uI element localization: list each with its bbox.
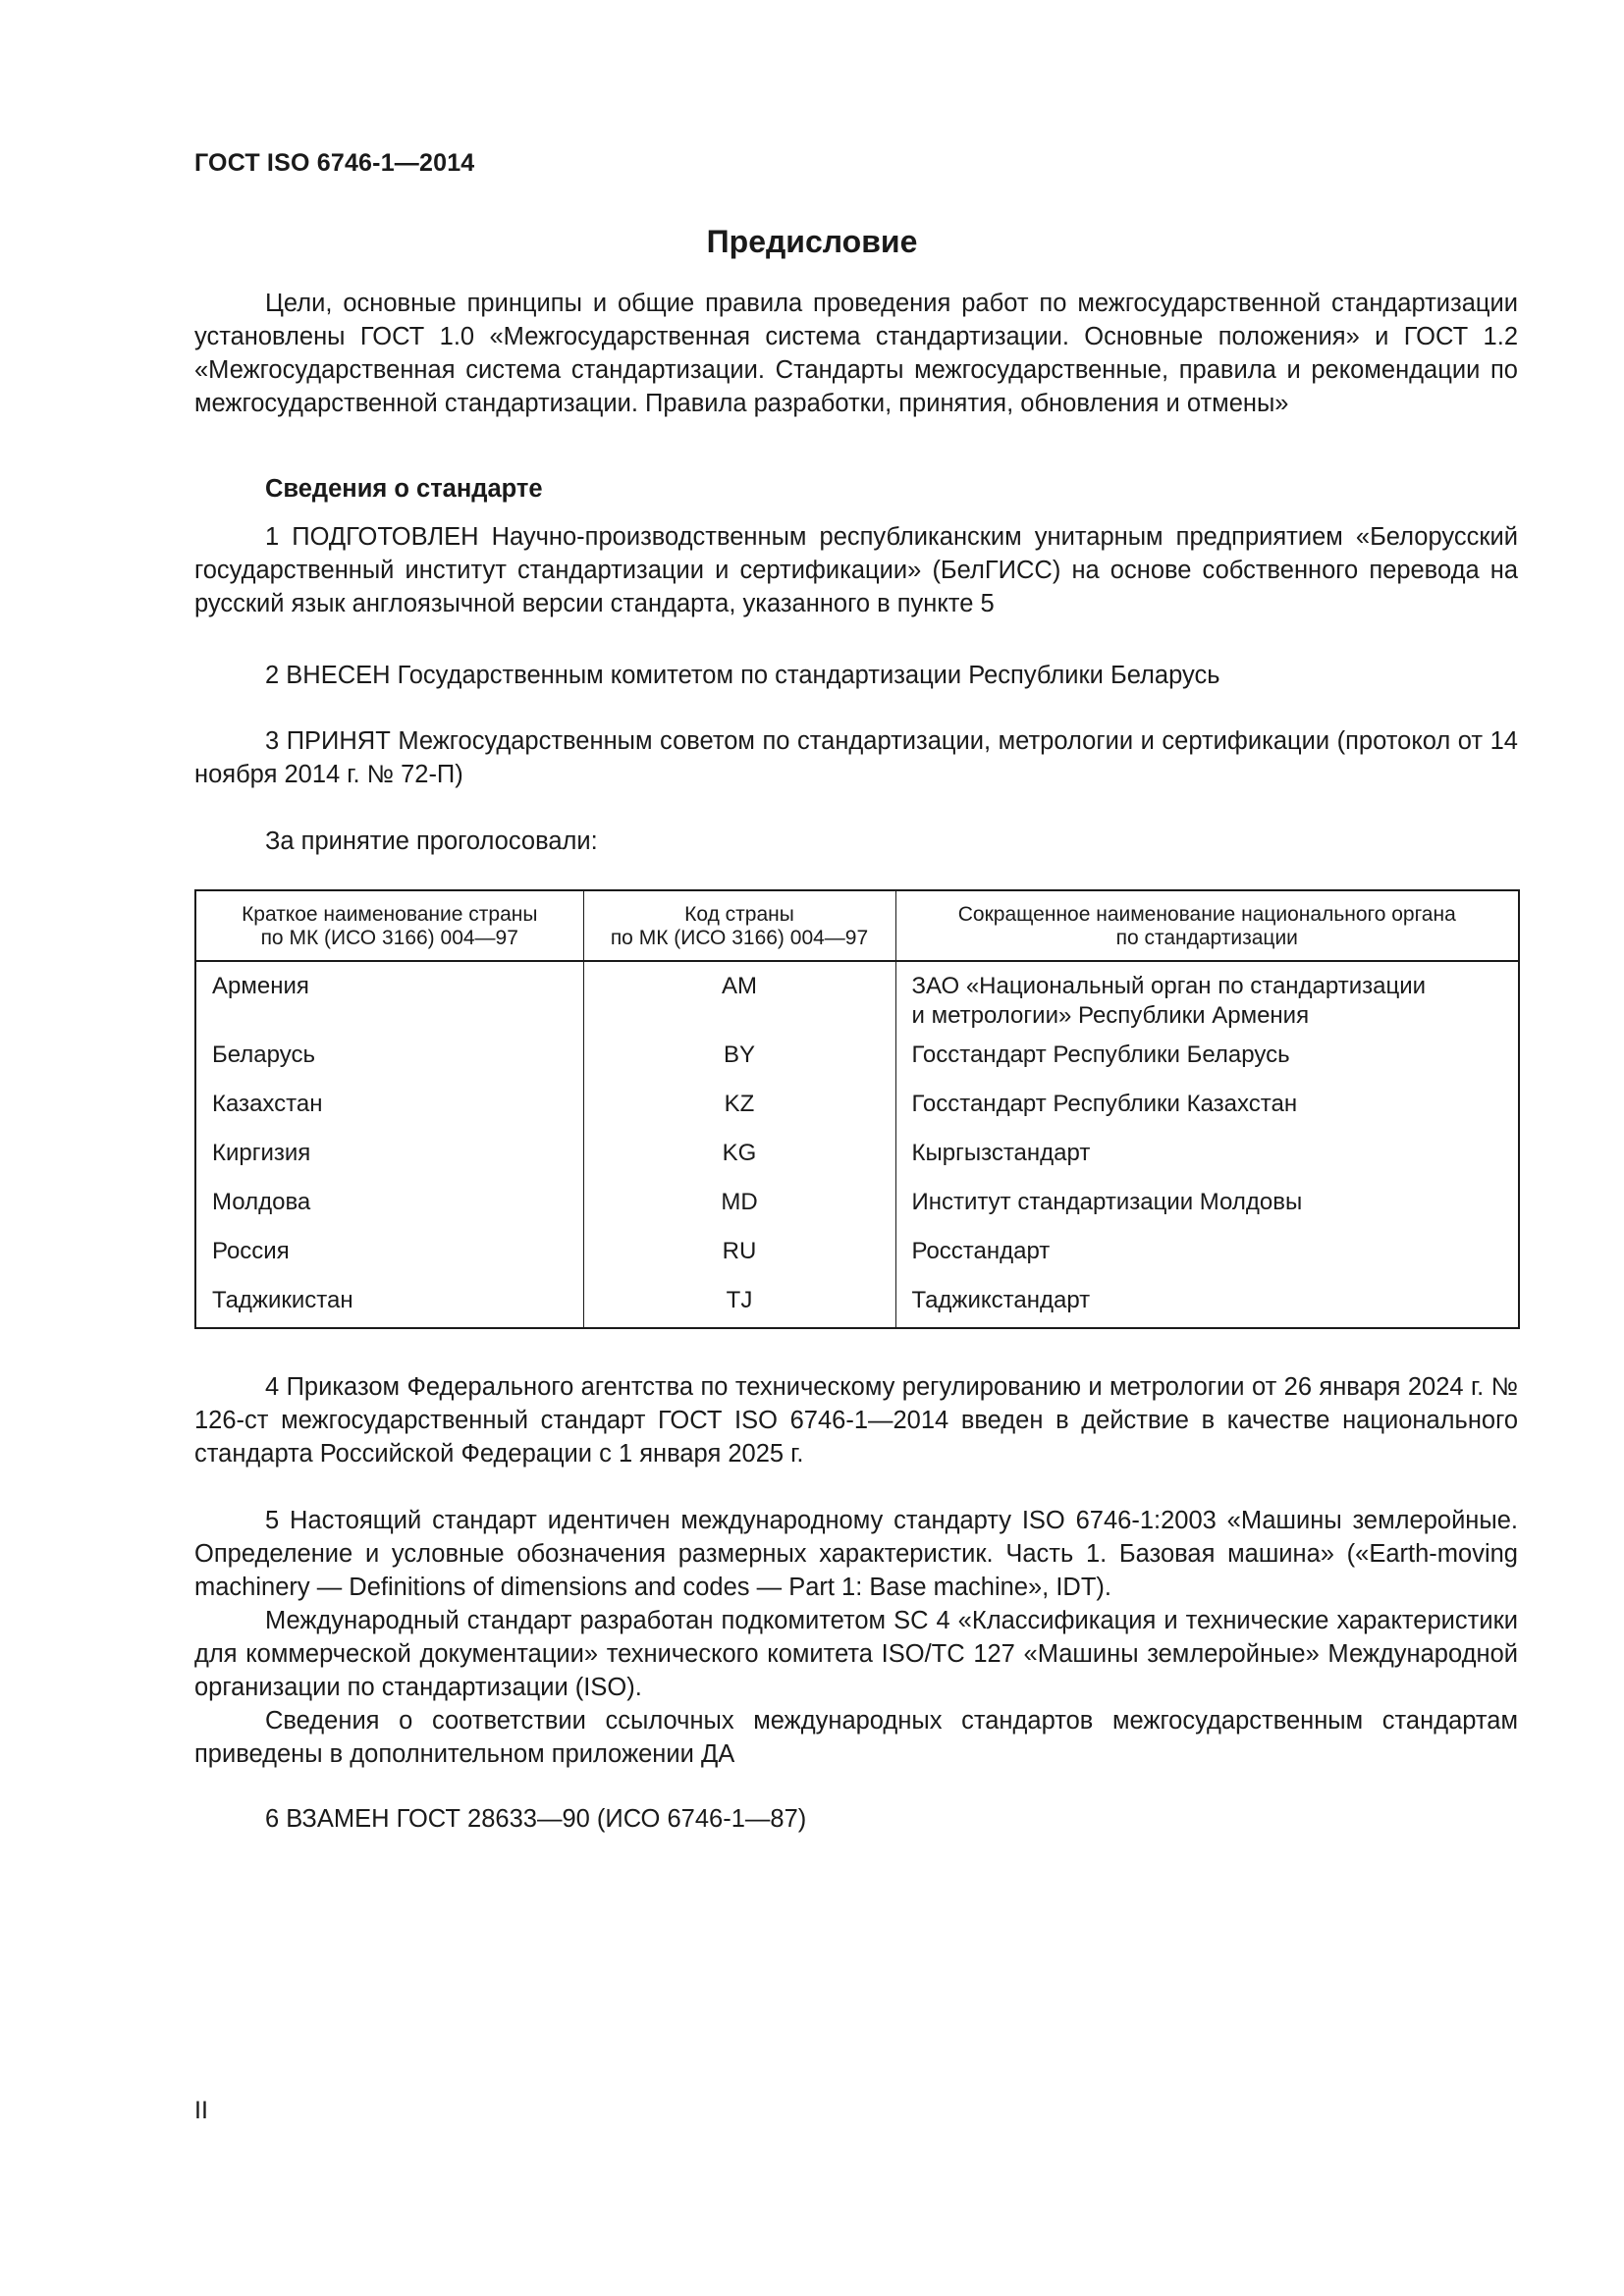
country-cell: Армения xyxy=(195,961,583,1041)
body-cell: Кыргызстандарт xyxy=(895,1139,1519,1188)
table-row xyxy=(195,1090,1519,1139)
item-3 xyxy=(194,724,1518,791)
item-1-text: 1 ПОДГОТОВЛЕН Научно-производственным республиканским унитарным предприятием «Белорусский государственный институт стандартизации и сертификации» (БелГИСС) на основе собственного перевода на русский язык англоязычной версии стандарта, указанного в пункте 5 xyxy=(194,523,1518,617)
header-line: Сокращенное наименование национального органа xyxy=(957,903,1456,926)
header-line: по МК (ИСО 3166) 004—97 xyxy=(260,927,518,949)
item-5-text: 5 Настоящий стандарт идентичен международному стандарту ISO 6746-1:2003 «Машины землеройные. Определение и условные обозначения размерных характеристик. Часть 1. Базовая машина» («Earth-moving machinery — Definitions of dimensions and codes — Part 1: Base machine», IDT). xyxy=(194,1507,1518,1601)
body-line: и метрологии» Республики Армения xyxy=(911,1002,1310,1029)
body-cell: Росстандарт xyxy=(895,1237,1519,1286)
body-cell: Госстандарт Республики Казахстан xyxy=(895,1090,1519,1139)
code-cell: TJ xyxy=(583,1286,895,1328)
member-states-table xyxy=(194,889,1520,1329)
header-line: по стандартизации xyxy=(1115,927,1298,949)
item-1 xyxy=(194,520,1518,620)
body-cell: Институт стандартизации Молдовы xyxy=(895,1188,1519,1237)
votes-label-text: За принятие проголосовали: xyxy=(265,828,598,855)
document-code: ГОСТ ISO 6746-1—2014 xyxy=(194,149,475,177)
body-cell: Таджикстандарт xyxy=(895,1286,1519,1328)
header-standards-body xyxy=(895,890,1519,961)
country-cell: Россия xyxy=(195,1237,583,1286)
table-row xyxy=(195,1139,1519,1188)
intro-paragraph xyxy=(194,287,1518,420)
code-cell: AM xyxy=(583,961,895,1041)
table-row xyxy=(195,961,1519,1041)
header-country-code xyxy=(583,890,895,961)
table-header-row xyxy=(195,890,1519,961)
intro-text: Цели, основные принципы и общие правила проведения работ по межгосударственной стандартизации установлены ГОСТ 1.0 «Межгосударственная система стандартизации. Основные положения» и ГОСТ 1.2 «Межгосударственная система стандартизации. Стандарты межгосударственные, правила и рекомендации по межгосударственной стандартизации. Правила разработки, принятия, обновления и отмены» xyxy=(194,290,1518,417)
header-line: Код страны xyxy=(684,903,794,926)
body-line: ЗАО «Национальный орган по стандартизации xyxy=(911,973,1427,999)
item-5-text-2: Международный стандарт разработан подкомитетом SC 4 «Классификация и технические характеристики для коммерческой документации» технического комитета ISO/TC 127 «Машины землеройные» Международной организации по стандартизации (ISO). xyxy=(194,1607,1518,1701)
country-cell: Таджикистан xyxy=(195,1286,583,1328)
code-cell: BY xyxy=(583,1041,895,1090)
header-country-name xyxy=(195,890,583,961)
table-row xyxy=(195,1237,1519,1286)
item-5-text-3: Сведения о соответствии ссылочных международных стандартов межгосударственным стандартам приведены в дополнительном приложении ДА xyxy=(194,1707,1518,1768)
code-cell: KG xyxy=(583,1139,895,1188)
header-line: по МК (ИСО 3166) 004—97 xyxy=(610,927,869,949)
table-row xyxy=(195,1286,1519,1328)
table-row xyxy=(195,1188,1519,1237)
code-cell: MD xyxy=(583,1188,895,1237)
header-line: Краткое наименование страны xyxy=(242,903,538,926)
page-title: Предисловие xyxy=(706,224,918,259)
code-cell: RU xyxy=(583,1237,895,1286)
item-2-text: 2 ВНЕСЕН Государственным комитетом по стандартизации Республики Беларусь xyxy=(265,662,1220,689)
item-5 xyxy=(194,1504,1518,1771)
item-6 xyxy=(194,1802,1518,1836)
votes-label xyxy=(194,825,1518,858)
info-heading: Сведения о стандарте xyxy=(265,475,543,503)
country-cell: Молдова xyxy=(195,1188,583,1237)
item-4-text: 4 Приказом Федерального агентства по техническому регулированию и метрологии от 26 января 2024 г. № 126-ст межгосударственный стандарт ГОСТ ISO 6746-1—2014 введен в действие в качестве национального стандарта Российской Федерации с 1 января 2025 г. xyxy=(194,1373,1518,1468)
body-cell: Госстандарт Республики Беларусь xyxy=(895,1041,1519,1090)
table-row xyxy=(195,1041,1519,1090)
code-cell: KZ xyxy=(583,1090,895,1139)
item-4 xyxy=(194,1370,1518,1470)
item-6-text: 6 ВЗАМЕН ГОСТ 28633—90 (ИСО 6746-1—87) xyxy=(265,1805,807,1833)
country-cell: Киргизия xyxy=(195,1139,583,1188)
item-2 xyxy=(194,659,1518,692)
country-cell: Казахстан xyxy=(195,1090,583,1139)
item-3-text: 3 ПРИНЯТ Межгосударственным советом по стандартизации, метрологии и сертификации (протокол от 14 ноября 2014 г. № 72-П) xyxy=(194,727,1518,788)
body-cell xyxy=(895,961,1519,1041)
page-number: II xyxy=(194,2097,208,2124)
country-cell: Беларусь xyxy=(195,1041,583,1090)
